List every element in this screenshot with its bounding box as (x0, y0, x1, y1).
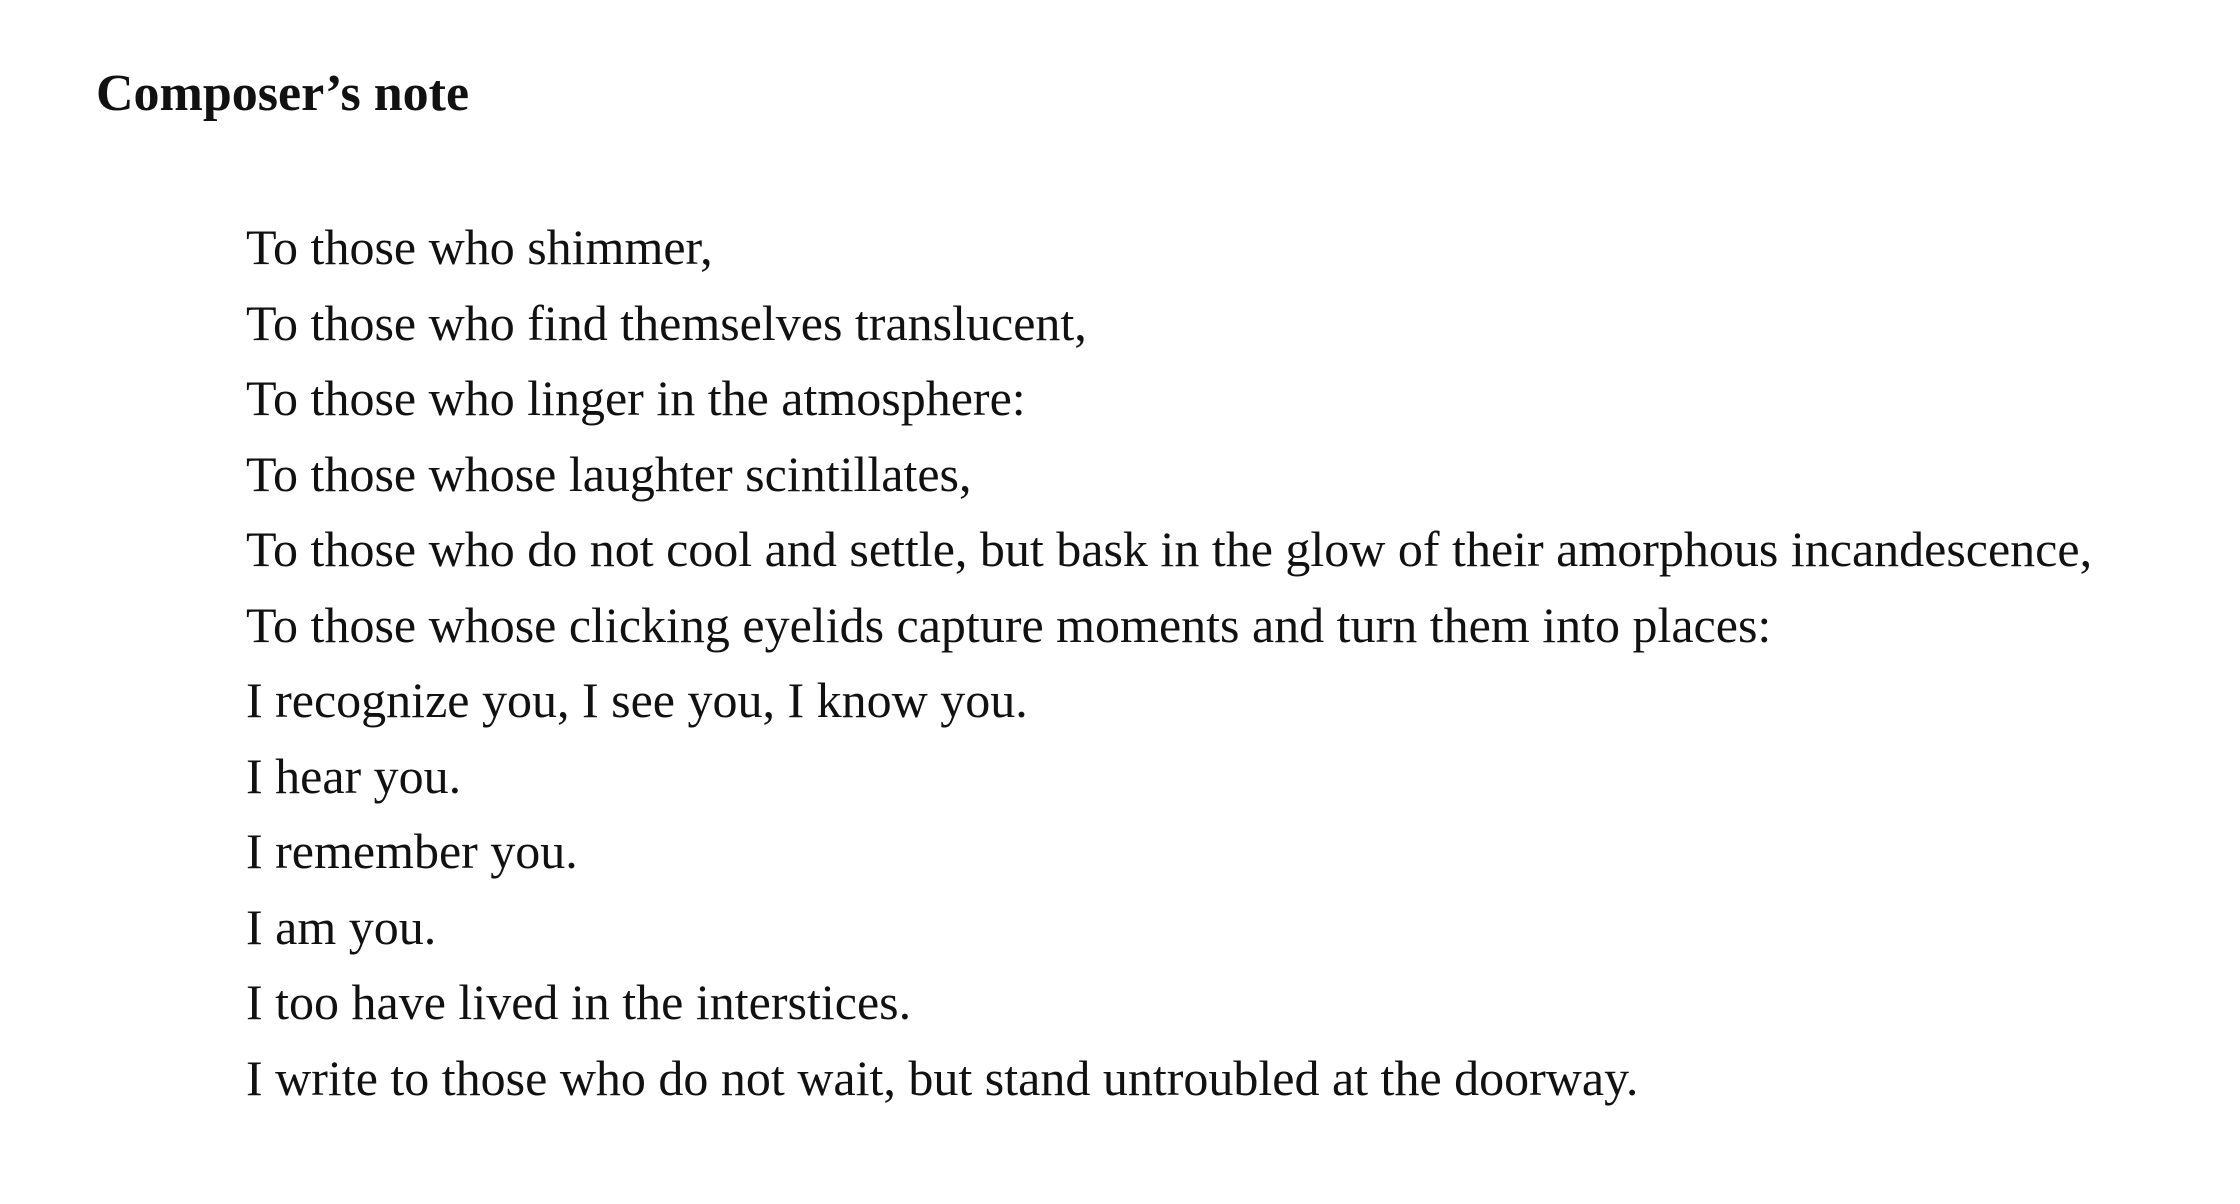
poem-line: To those whose laughter scintillates, (246, 445, 972, 502)
poem-line: I hear you. (246, 747, 462, 804)
poem-line: To those who linger in the atmosphere: (246, 370, 1026, 426)
poem-line: To those who shimmer, (246, 219, 713, 275)
poem-line: To those whose clicking eyelids capture moments and turn them into places: (246, 596, 1772, 653)
poem-line: I recognize you, I see you, I know you. (246, 672, 1028, 728)
page-title: Composer’s note (96, 65, 470, 122)
poem-line: I remember you. (246, 823, 578, 879)
poem-line: I am you. (246, 898, 437, 955)
poem-line: To those who find themselves translucent, (246, 294, 1087, 351)
poem-line: I too have lived in the interstices. (246, 974, 912, 1030)
poem-body (246, 210, 2092, 1116)
poem-line: To those who do not cool and settle, but bask in the glow of their amorphous incandescence, (246, 521, 2093, 577)
poem-line: I write to those who do not wait, but stand untroubled at the doorway. (246, 1049, 1639, 1106)
